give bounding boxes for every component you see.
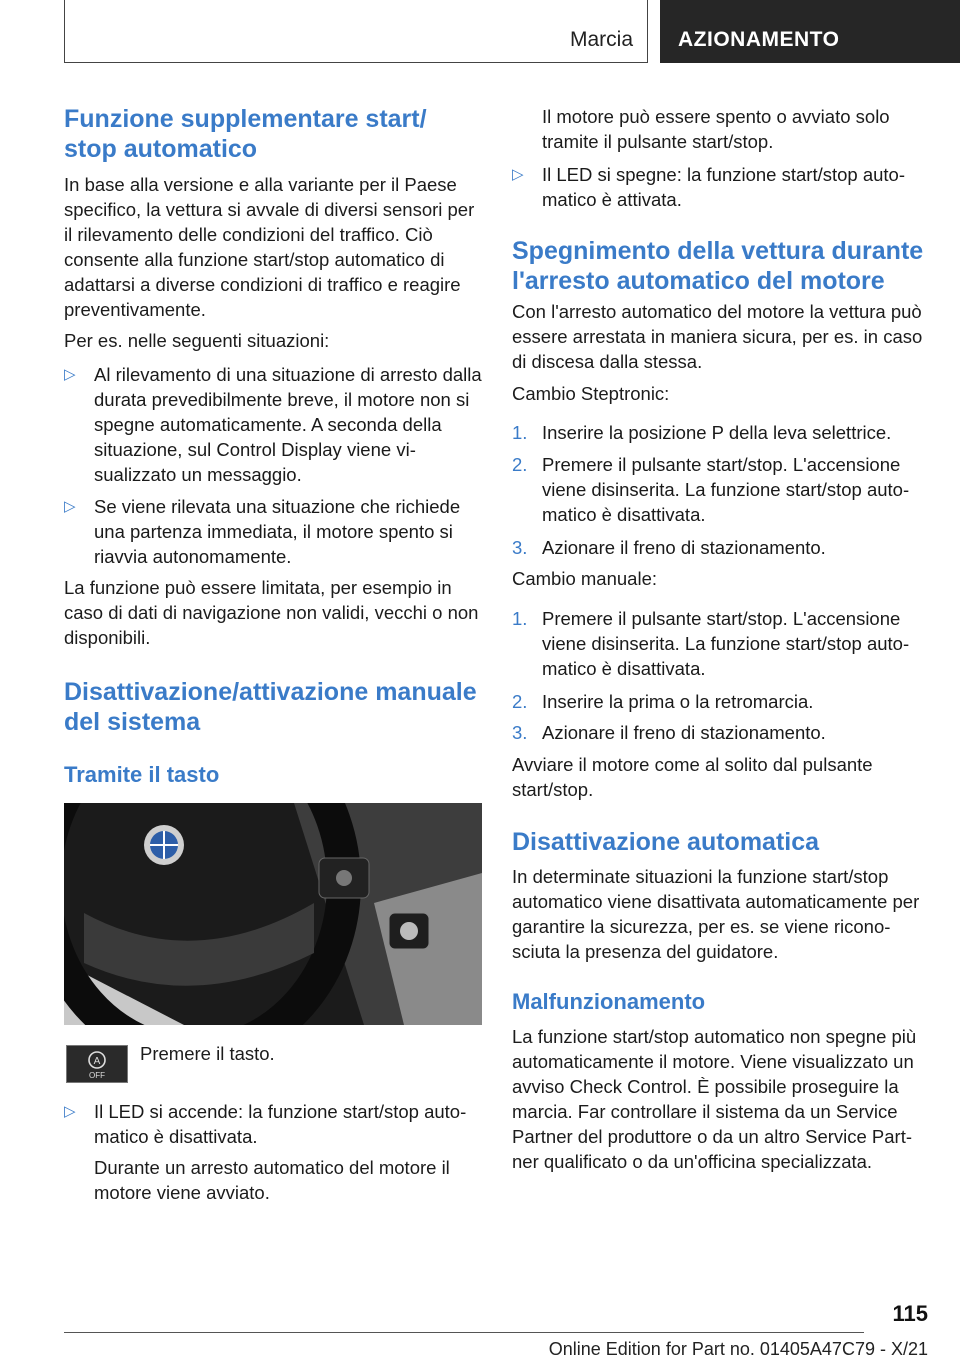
footer-edition: Online Edition for Part no. 01405A47C79 - X/21	[548, 1339, 928, 1359]
triangle-bullet-icon: ▷	[64, 498, 76, 515]
section-heading-manual: Disattivazione/attivazione manuale del sistema	[64, 678, 477, 736]
continuation-text: Il motore può essere spento o avviato solo tramite il pulsante start/stop.	[542, 106, 890, 152]
list-item: 3. Azionare il freno di stazionamento.	[512, 722, 826, 743]
chapter-label: AZIONAMENTO	[678, 28, 840, 51]
list-item: 1. Inserire la posizione P della leva selettrice.	[512, 422, 892, 443]
page-title: Funzione supplementare start/ stop automatico	[64, 105, 427, 163]
list-item: 3. Azionare il freno di stazionamento.	[512, 537, 826, 558]
header-section-box	[64, 0, 648, 63]
svg-text:A: A	[93, 1056, 101, 1067]
list-item: 1. Premere il pulsante start/stop. L'accensione viene disinserita. La funzione start/stop automatico è disattivata.	[512, 608, 910, 679]
list-item: 2. Inserire la prima o la retromarcia.	[512, 691, 814, 712]
list-item: ▷ Il LED si spegne: la funzione start/stop automatico è attivata.	[512, 164, 906, 210]
stop-paragraph: Con l'arresto automatico del motore la vettura può essere arrestata in maniera sicura, per es. in caso di discesa dalla stessa.	[512, 301, 923, 372]
list-item: ▷ Il LED si accende: la funzione start/stop automatico è disattivata.	[64, 1101, 467, 1147]
automatic-paragraph: In determinate situazioni la funzione start/stop automatico viene disattivata automaticamente per garantire la sicurezza, per es. se viene riconosciuta la presenza del guidatore.	[512, 866, 920, 962]
list-item: ▷ Al rilevamento di una situazione di arresto dalla durata prevedibilmente breve, il motore non si spegne automaticamente. A seconda della situazione, sul Control Display viene visualizzato un messaggio.	[64, 364, 482, 485]
section-heading-stop: Spegnimento della vettura durante l'arresto automatico del motore	[512, 237, 924, 295]
svg-text:OFF: OFF	[89, 1071, 105, 1080]
section-label: Marcia	[569, 28, 633, 51]
subheading-button: Tramite il tasto	[64, 762, 220, 787]
malfunction-paragraph: La funzione start/stop automatico non spegne più automaticamente il motore. Viene visualizzato un avviso Check Control. È possibile proseguire la marcia. Far controllare il sistema da un Service Partner del produttore o da un altro Service Partner qualificato o da un'officina specializzata.	[512, 1026, 917, 1172]
list-item: ▷ Se viene rilevata una situazione che richiede una partenza immediata, il motore spento si riavvia autonomamente.	[64, 496, 461, 567]
intro-paragraph: In base alla versione e alla variante per il Paese specifico, la vettura si avvale di diversi sensori per il rilevamento delle condizioni del traffico. Ciò consente alla funzione start/stop automatico di adattarsi a diverse condizioni di traffico e reagire preventivamente.	[64, 174, 475, 320]
section-heading-malfunction: Malfunzionamento	[512, 989, 706, 1014]
triangle-bullet-icon: ▷	[64, 1103, 76, 1120]
steptronic-label: Cambio Steptronic:	[512, 383, 670, 404]
triangle-bullet-icon: ▷	[512, 166, 524, 183]
led-on-detail: Durante un arresto automatico del motore il motore viene avviato.	[94, 1157, 450, 1203]
auto-start-stop-off-button-icon	[66, 1045, 128, 1083]
page-number: 115	[892, 1301, 928, 1326]
example-intro: Per es. nelle seguenti situazioni:	[64, 330, 330, 351]
footer-divider	[64, 1332, 864, 1333]
steering-wheel-photo	[64, 803, 482, 1025]
limit-paragraph: La funzione può essere limitata, per esempio in caso di dati di navigazione non validi, vecchi o non disponibili.	[64, 577, 479, 648]
restart-paragraph: Avviare il motore come al solito dal pulsante start/stop.	[512, 754, 873, 800]
list-item: 2. Premere il pulsante start/stop. L'accensione viene disinserita. La funzione start/stop automatico è disattivata.	[512, 454, 910, 525]
manual-label: Cambio manuale:	[512, 568, 657, 589]
header-chapter-box	[660, 0, 960, 63]
section-heading-automatic: Disattivazione automatica	[512, 828, 820, 856]
press-instruction: Premere il tasto.	[140, 1043, 275, 1064]
triangle-bullet-icon: ▷	[64, 366, 76, 383]
